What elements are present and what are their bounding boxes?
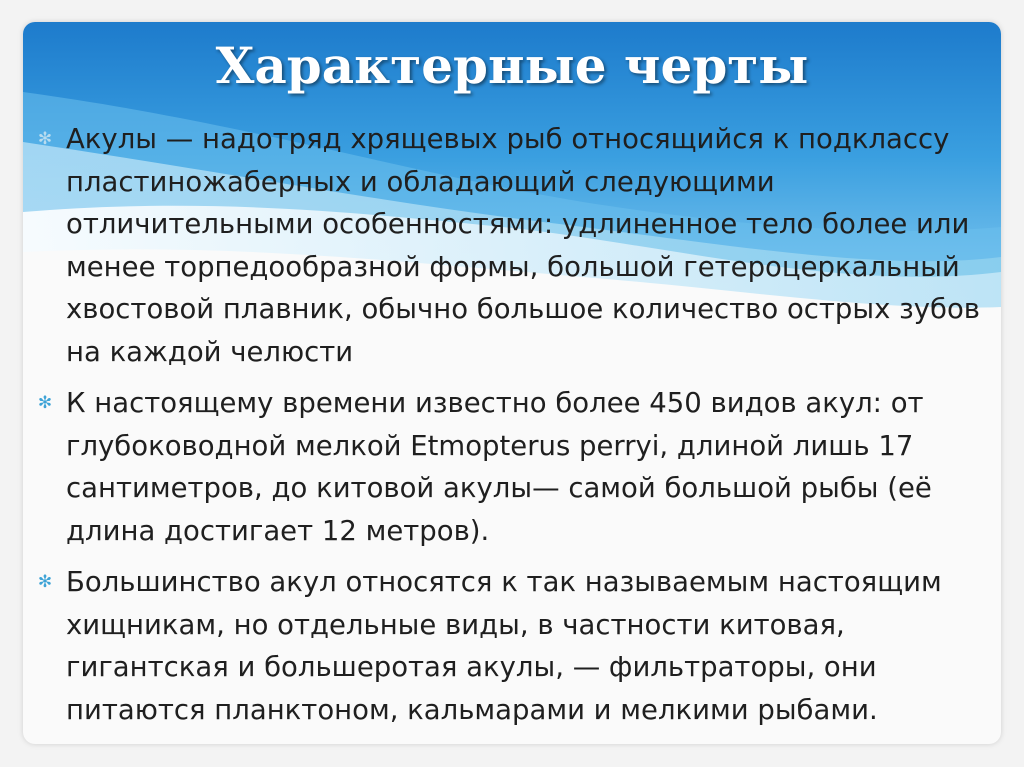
- asterisk-bullet-icon: ✻: [37, 129, 53, 149]
- bullet-text: К настоящему времени известно более 450 видов акул: от глубоководной мелкой Etmopterus perryi, длиной лишь 17 сантиметров, до китовой акулы— самой большой рыбы (её длина достигает 12 метров).: [66, 387, 932, 547]
- bullet-text: Большинство акул относятся к так называемым настоящим хищникам, но отдельные виды, в частности китовая, гигантская и большеротая акулы, — фильтраторы, они питаются планктоном, кальмарами и мелкими рыбами.: [66, 566, 942, 726]
- slide-title: Характерные черты: [215, 36, 809, 95]
- bullet-item: [35, 382, 995, 552]
- asterisk-bullet-icon: ✻: [37, 393, 53, 413]
- bullet-list: [35, 118, 995, 740]
- slide: [23, 22, 1001, 744]
- asterisk-bullet-icon: ✻: [37, 572, 53, 592]
- bullet-item: [35, 118, 995, 373]
- bullet-item: [35, 561, 995, 731]
- bullet-text: Акулы — надотряд хрящевых рыб относящийся к подклассу пластиножаберных и обладающий следующими отличительными особенностями: удлиненное тело более или менее торпедообразной формы, большой гетероцеркальный хвостовой плавник, обычно большое количество острых зубов на каждой челюсти: [66, 123, 980, 368]
